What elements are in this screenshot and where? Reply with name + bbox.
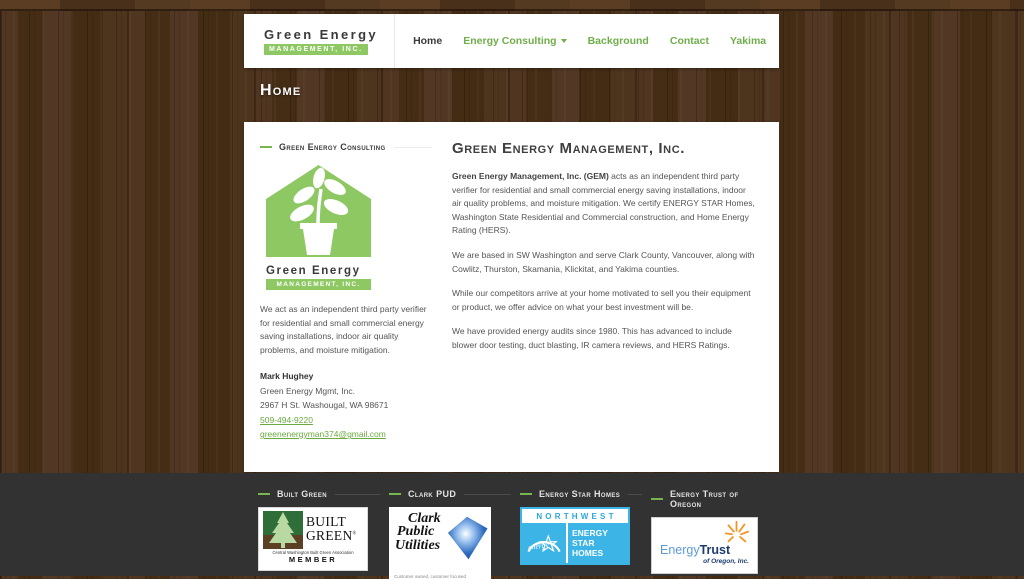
green-dash-icon [260, 146, 272, 148]
contact-address: 2967 H St. Washougal, WA 98671 [260, 400, 389, 411]
contact-company: Green Energy Mgmt, Inc. [260, 385, 355, 396]
content-panel [244, 122, 779, 472]
built-green-association: Central Washington Built Green Association [272, 550, 354, 555]
gem-logo-subtitle: MANAGEMENT, INC. [266, 279, 371, 290]
site-logo-title: Green Energy [264, 27, 379, 42]
built-green-logo-top [263, 511, 363, 549]
svg-text:energy: energy [527, 540, 550, 552]
footer-heading-label: Built Green [277, 489, 327, 499]
energy-trust-wordmark: EnergyTrust [660, 543, 731, 557]
energy-trust-logo[interactable] [651, 517, 758, 574]
energy-star-homes-label: ENERGY STAR HOMES [572, 528, 608, 558]
site-logo[interactable] [264, 27, 378, 55]
site-logo-subtitle: MANAGEMENT, INC. [264, 44, 368, 55]
clark-public-utilities-logo[interactable] [389, 507, 491, 579]
footer-heading-energy-star [520, 489, 642, 499]
pine-tree-icon [263, 511, 303, 549]
service-area-paragraph: We are based in SW Washington and serve Clark County, Vancouver, along with Cowlitz, Thurston, Skamania, Klickitat, and Yakima counties. [452, 249, 755, 274]
sidebar-widget-title [260, 142, 432, 152]
divider-line [394, 147, 432, 148]
nav-item-yakima[interactable]: Yakima [729, 35, 767, 47]
intro-paragraph-bold: Green Energy Management, Inc. (GEM) [452, 171, 609, 181]
footer-heading-built-green [258, 489, 380, 499]
footer-heading-label: Energy Star Homes [539, 489, 621, 499]
nav-item-energy-consulting[interactable] [463, 35, 566, 47]
main-article [452, 140, 757, 472]
green-dash-icon [651, 498, 663, 500]
advice-paragraph: While our competitors arrive at your home motivated to sell you their equipment or product, we offer advice on what your best investment will be. [452, 288, 751, 312]
green-dash-icon [258, 493, 270, 495]
contact-name: Mark Hughey [260, 371, 314, 382]
phone-link[interactable]: 509-494-9220 [260, 414, 313, 425]
built-green-member: MEMBER [288, 555, 338, 564]
energy-star-icon [522, 523, 568, 563]
footer-heading-energy-trust [651, 489, 773, 509]
registered-mark: ® [352, 531, 357, 537]
nw-energy-star-logo[interactable] [520, 507, 630, 565]
built-green-line1: BUILT [306, 514, 347, 529]
built-green-logo[interactable] [258, 507, 368, 571]
northwest-label: NORTHWEST [536, 511, 617, 521]
divider-line [464, 494, 511, 495]
sidebar-widget-title-label: Green Energy Consulting [279, 142, 386, 152]
footer-col-built-green [258, 489, 380, 579]
footer-heading-label: Energy Trust of Oregon [670, 489, 739, 509]
page-title: Home [260, 82, 302, 99]
article-heading: Green Energy Management, Inc. [452, 140, 686, 157]
site-footer [0, 473, 1024, 579]
nav-item-contact[interactable]: Contact [669, 35, 709, 47]
nav-item-energy-consulting-label: Energy Consulting [463, 35, 557, 47]
divider-line [628, 494, 642, 495]
contact-block [260, 369, 432, 441]
house-plant-icon [266, 165, 371, 257]
footer-col-clark-pud [389, 489, 511, 579]
site-header [244, 14, 779, 68]
footer-col-energy-star [520, 489, 642, 579]
gem-logo [266, 165, 371, 290]
sidebar [260, 142, 432, 472]
green-dash-icon [520, 493, 532, 495]
built-green-wordmark [306, 515, 357, 543]
email-link[interactable]: greenenergyman374@gmail.com [260, 429, 386, 440]
clark-tagline: Customer owned, customer focused [394, 574, 467, 579]
energy-trust-subtitle: of Oregon, Inc. [703, 558, 749, 565]
history-paragraph: We have provided energy audits since 1980. This has advanced to include blower door testing, duct blasting, IR camera reviews, and HERS Ratings. [452, 326, 732, 350]
gem-logo-title: Green Energy [266, 265, 361, 277]
nav-item-background[interactable]: Background [587, 35, 649, 47]
green-dash-icon [389, 493, 401, 495]
intro-paragraph-rest: acts as an independent third party verifier for residential and small commercial energy saving installations, indoor air quality problems, and moisture mitigation. We certify ENERGY STAR Homes, Washington State Residential and Commercial construction, and Home Energy Rating (HERS). [452, 171, 755, 236]
footer-heading-label: Clark PUD [408, 489, 457, 499]
divider-line [335, 494, 380, 495]
sunburst-icon [723, 520, 750, 545]
clark-wordmark: Clark Public Utilities [395, 511, 441, 553]
main-nav [394, 14, 766, 68]
built-green-line2: GREEN® [306, 528, 357, 544]
sidebar-description: We act as an independent third party verifier for residential and small commercial energy saving installations, indoor air quality problems, and moisture mitigation. [260, 304, 427, 355]
wood-plank-strip [0, 0, 1024, 11]
intro-paragraph [452, 170, 757, 238]
chevron-down-icon [561, 39, 567, 43]
footer-col-energy-trust [651, 489, 773, 579]
nav-item-home[interactable]: Home [413, 35, 443, 47]
energy-star-panel [522, 523, 628, 563]
footer-heading-clark-pud [389, 489, 511, 499]
footer-columns [244, 489, 779, 579]
